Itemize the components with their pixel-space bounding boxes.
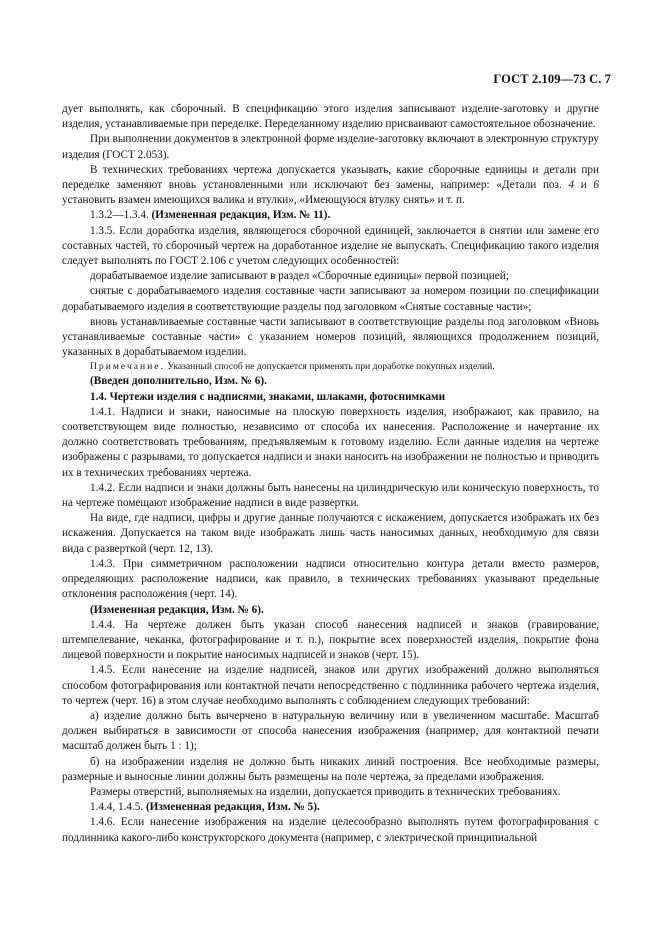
text-run: В технических требованиях чертежа допускается указывать, какие сборочные единицы и детали при переделке заменяют вновь установленными или исключают без замены, например: «Детали поз. — [62, 163, 599, 192]
page-header: ГОСТ 2.109—73 С. 7 — [493, 72, 611, 86]
revision-note: (Введен дополнительно, Изм. № 6). — [90, 375, 267, 388]
paragraph — [62, 208, 599, 223]
revision-note: (Измененная редакция, Изм. № 5). — [145, 801, 320, 814]
revision-note: (Измененная редакция, Изм. № 11). — [151, 209, 331, 222]
paragraph: На виде, где надписи, цифры и другие данные получаются с искажением, допускается изображать их без искажения. Допускается на таком виде изображать лишь часть наносимых данных, необходимую для связи вида с разверткой (черт. 12, 13). — [62, 512, 599, 555]
paragraph: а) изделие должно быть вычерчено в натуральную величину или в увеличенном масштабе. Масштаб должен выбираться в зависимости от способа нанесения изображения (например, для контактной печати масштаб должен быть 1 : 1); — [62, 709, 599, 753]
paragraph: 1.4.3. При симметричном расположении надписи относительно контура детали вместо размеров, определяющих расположение надписи, как правило, в технических требованиях указывают предельные отклонения расположения (черт. 14). — [62, 557, 599, 601]
paragraph: 1.4.1. Надписи и знаки, наносимые на плоскую поверхность изделия, изображают, как правило, на соответствующем виде полностью, независимо от способа их нанесения. Расположение и начертание их должно соответствовать требованиям, предъявляемым к готовому изделию. Если данные изделия на чертеже изображены с разрывами, то допускается надписи и знаки наносить на изображении не полностью и приводить их в технических требованиях чертежа. — [62, 405, 599, 479]
text-run: установить взамен имеющихся валика и втулки», «Имеющуюся втулку снять» и т. п. — [62, 194, 465, 207]
paragraph — [62, 163, 599, 209]
paragraph: дорабатываемое изделие записывают в раздел «Сборочные единицы» первой позицией; — [90, 270, 509, 283]
paragraph: 1.4.2. Если надписи и знаки должны быть нанесены на цилиндрическую или коническую поверхность, то на чертеже помещают изображение надписи в виде развертки. — [62, 481, 599, 510]
section-number: 1.3.2—1.3.4. — [90, 209, 152, 222]
position-number: 4 — [568, 179, 575, 192]
note-label: Примечание. — [90, 361, 165, 373]
document-body — [62, 102, 599, 846]
paragraph: При выполнении документов в электронной форме изделие-заготовку включают в электронную структуру изделия (ГОСТ 2.053). — [62, 133, 599, 161]
text-run: и — [574, 179, 594, 192]
note — [62, 360, 599, 374]
section-heading: 1.4. Чертежи изделия с надписями, знаками, шлаками, фотоснимками — [90, 390, 446, 403]
paragraph: снятые с дорабатываемого изделия составные части записывают за номером позиции по спецификации дорабатываемого изделия в соответствующие разделы под заголовком «Снятые составные части»; — [62, 285, 599, 313]
paragraph: 1.4.6. Если нанесение изображения на изделие целесообразно выполнять путем фотографирования с подлинника какого-либо конструкторского документа (например, с электрической принципиальной — [62, 816, 599, 844]
paragraph: б) на изображении изделия не должно быть никаких линий построения. Все необходимые размеры, размерные и выносные линии должны быть размещены на поле чертежа, за пределами изображения. — [62, 755, 599, 783]
paragraph: дует выполнять, как сборочный. В спецификацию этого изделия записывают изделие-заготовку и другие изделия, устанавливаемые при переделке. Переделанному изделию присваивают самостоятельное обозначение. — [62, 103, 599, 131]
revision-note: (Измененная редакция, Изм. № 6). — [90, 603, 264, 616]
paragraph: 1.4.5. Если нанесение на изделие надписей, знаков или других изображений должно выполняться способом фотографирования или контактной печати непосредственно с подлинника рабочего чертежа изделия, то чертеж (черт. 16) в этом случае необходимо выполнять с соблюдением следующих требований: — [62, 664, 599, 707]
note-text: Указанный способ не допускается применять при доработке покупных изделий. — [164, 361, 495, 373]
paragraph: Размеры отверстий, выполняемых на изделии, допускается приводить в технических требованиях. — [90, 785, 561, 798]
paragraph: вновь устанавливаемые составные части записывают в соответствующие разделы под заголовком «Вновь устанавливаемые составные части» с указанием номеров позиций, являющихся продолжением позиций, указанных в дорабатываемом изделии. — [62, 315, 599, 359]
section-number: 1.4.4, 1.4.5. — [90, 801, 146, 814]
paragraph: 1.4.4. На чертеже должен быть указан способ нанесения надписей и знаков (гравирование, штемпелевание, чеканка, фотографирование и т. п.), покрытие всех поверхностей изделия, покрытие фона лицевой поверхности и покрытие наносимых надписей и знаков (черт. 15). — [62, 618, 599, 662]
position-number: 6 — [593, 179, 599, 192]
paragraph — [62, 800, 599, 815]
paragraph: 1.3.5. Если доработка изделия, являющегося сборочной единицей, заключается в снятии или замене его составных частей, то сборочный чертеж на доработанное изделие не выпускать. Спецификацию такого изделия следует выполнять по ГОСТ 2.106 с учетом следующих особенностей: — [62, 224, 599, 268]
